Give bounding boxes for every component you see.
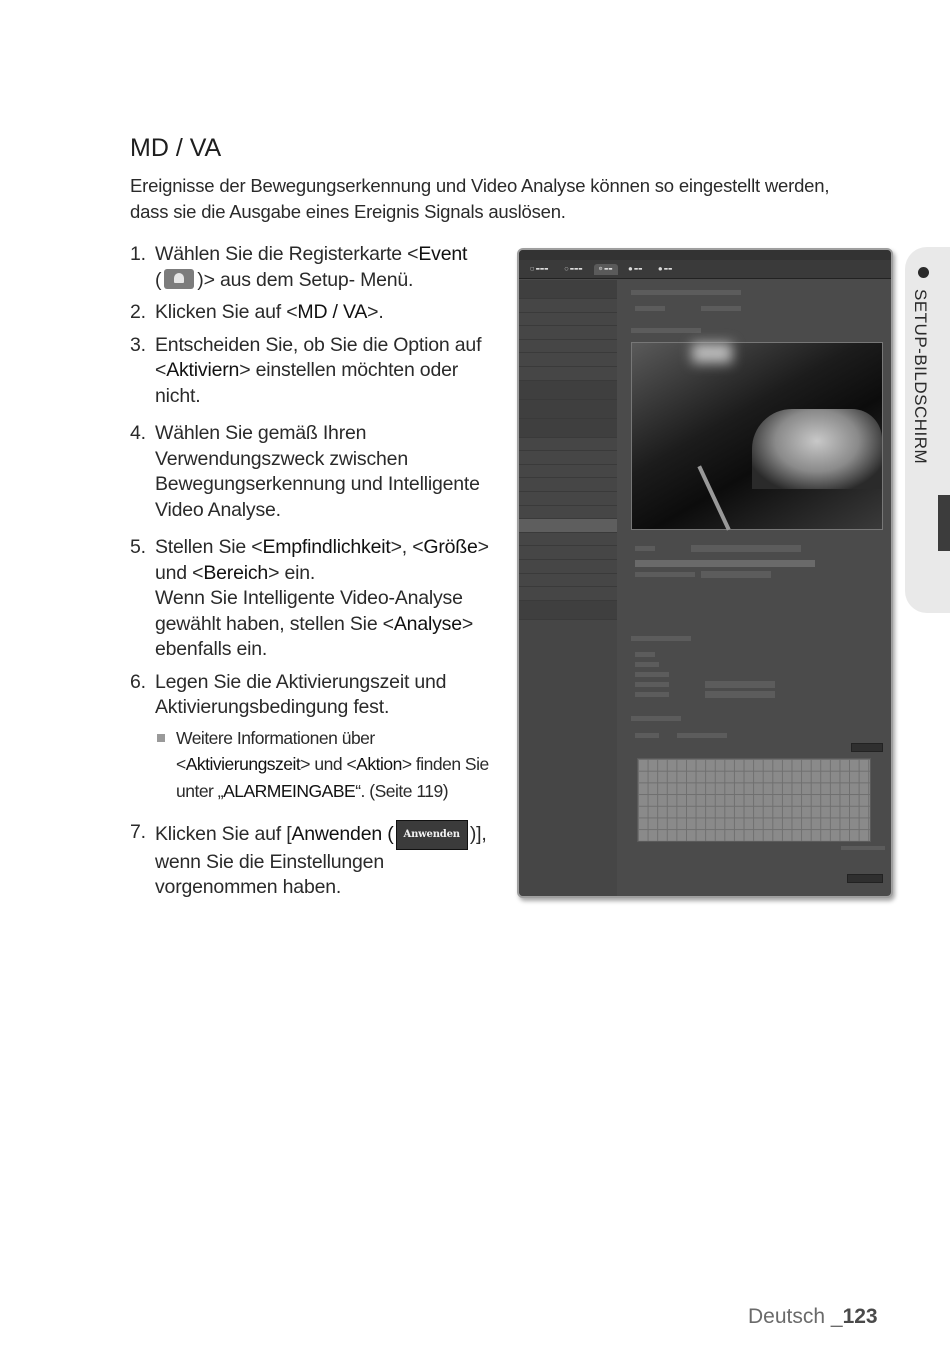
screenshot-menu-item — [519, 465, 617, 479]
screenshot-label — [635, 546, 655, 551]
side-tab-marker — [938, 495, 950, 551]
step-6: 6. Legen Sie die Aktivierungszeit und Aktivierungsbedingung fest. Weitere Informationen über <Aktivierungszeit> und <Aktion> finden Sie unter „ALARMEINGABE“. (Seite 119) — [130, 670, 502, 805]
screenshot-tab: ○ ▬▬▬ — [564, 266, 583, 272]
apply-button-image: Anwenden — [396, 820, 468, 850]
screenshot-menu-item — [519, 313, 617, 327]
screenshot-label — [635, 692, 669, 697]
section-side-tab — [905, 247, 950, 613]
screenshot-menu-item — [519, 299, 617, 313]
preview-light — [692, 343, 732, 363]
screenshot-main — [621, 284, 887, 892]
screenshot-menu-item — [519, 326, 617, 340]
screenshot-table-header — [635, 560, 815, 567]
schedule-grid — [637, 758, 871, 842]
screenshot-radio — [635, 733, 659, 738]
screenshot-select — [705, 681, 775, 688]
screenshot-label — [635, 682, 669, 687]
screenshot-menu-group — [519, 280, 617, 299]
side-tab-label: SETUP-BILDSCHIRM — [911, 289, 930, 465]
screenshot-menu-item — [519, 587, 617, 601]
screenshot-heading — [631, 716, 681, 721]
screenshot-clear-button — [851, 743, 883, 752]
note-bullet-icon — [157, 734, 165, 742]
screenshot-legend — [841, 846, 885, 850]
screenshot-label — [635, 306, 665, 311]
screenshot-tab-active: ⚙ ▬▬ — [594, 264, 618, 275]
step-2: 2. Klicken Sie auf <MD / VA>. — [130, 301, 384, 323]
note: Weitere Informationen über <Aktivierungszeit> und <Aktion> finden Sie unter „ALARMEINGABE“. (Seite 119) — [155, 725, 502, 805]
screenshot-menu-group — [519, 601, 617, 620]
page-number: 123 — [842, 1305, 878, 1328]
step-1: 1. Wählen Sie die Registerkarte <Event ( )> aus dem Setup- Menü. — [130, 243, 468, 291]
screenshot-select — [701, 571, 771, 578]
screenshot-menu-item — [519, 451, 617, 465]
screenshot-heading — [631, 328, 701, 333]
screenshot-menu-group — [519, 419, 617, 438]
bullet-icon — [918, 267, 929, 278]
screenshot-tab: ● ▬▬ — [658, 266, 673, 272]
screenshot-checkbox — [635, 662, 659, 667]
screenshot-heading — [631, 290, 741, 295]
setup-screenshot — [517, 248, 893, 898]
screenshot-radio — [701, 306, 741, 311]
screenshot-nav — [519, 260, 891, 279]
screenshot-menu-item — [519, 574, 617, 588]
screenshot-radio — [677, 733, 727, 738]
screenshot-menu-item — [519, 340, 617, 354]
screenshot-heading — [631, 636, 691, 641]
screenshot-menu-item-selected — [519, 519, 617, 533]
screenshot-apply-button — [847, 874, 883, 883]
step-3: 3. Entscheiden Sie, ob Sie die Option auf <Aktiviern> einstellen möchten oder nicht. — [130, 333, 482, 407]
screenshot-sidebar — [519, 280, 617, 896]
screenshot-menu-item — [519, 560, 617, 574]
page-footer: Deutsch _123 — [748, 1305, 878, 1328]
screenshot-checkbox — [635, 672, 669, 677]
screenshot-menu-item — [519, 546, 617, 560]
screenshot-menu-item — [519, 367, 617, 381]
screenshot-label — [635, 572, 695, 577]
preview-lane — [697, 465, 730, 530]
screenshot-menu-item — [519, 353, 617, 367]
screenshot-menu-item — [519, 506, 617, 520]
screenshot-menu-group — [519, 400, 617, 419]
lock-icon — [164, 269, 194, 289]
screenshot-tab: ▢ ▬▬▬ — [530, 266, 549, 272]
camera-preview — [631, 342, 883, 530]
screenshot-select — [705, 691, 775, 698]
screenshot-select — [691, 545, 801, 552]
step-7: 7. Klicken Sie auf [Anwenden ( Anwenden )], wenn Sie die Einstellungen vorgenommen haben. — [130, 821, 487, 898]
screenshot-checkbox — [635, 652, 655, 657]
screenshot-menu-item — [519, 478, 617, 492]
screenshot-menu-item — [519, 492, 617, 506]
screenshot-menu-item — [519, 533, 617, 547]
step-5: 5. Stellen Sie <Empfindlichkeit>, <Größe> und <Bereich> ein. Wenn Sie Intelligente Video-Analyse gewählt haben, stellen Sie <Analyse> ebenfalls ein. — [130, 536, 489, 660]
screenshot-menu-group — [519, 381, 617, 400]
preview-car — [752, 409, 882, 489]
step-list — [130, 242, 502, 908]
intro-paragraph: Ereignisse der Bewegungserkennung und Video Analyse können so eingestellt werden, dass sie die Ausgabe eines Ereignis Signals auslösen. — [130, 175, 830, 222]
step-4: 4. Wählen Sie gemäß Ihren Verwendungszweck zwischen Bewegungserkennung und Intelligente Video Analyse. — [130, 422, 480, 521]
screenshot-topbar — [519, 250, 891, 260]
screenshot-tab: ● ▬▬ — [628, 266, 643, 272]
section-title: MD / VA — [130, 134, 222, 162]
screenshot-menu-item — [519, 438, 617, 452]
